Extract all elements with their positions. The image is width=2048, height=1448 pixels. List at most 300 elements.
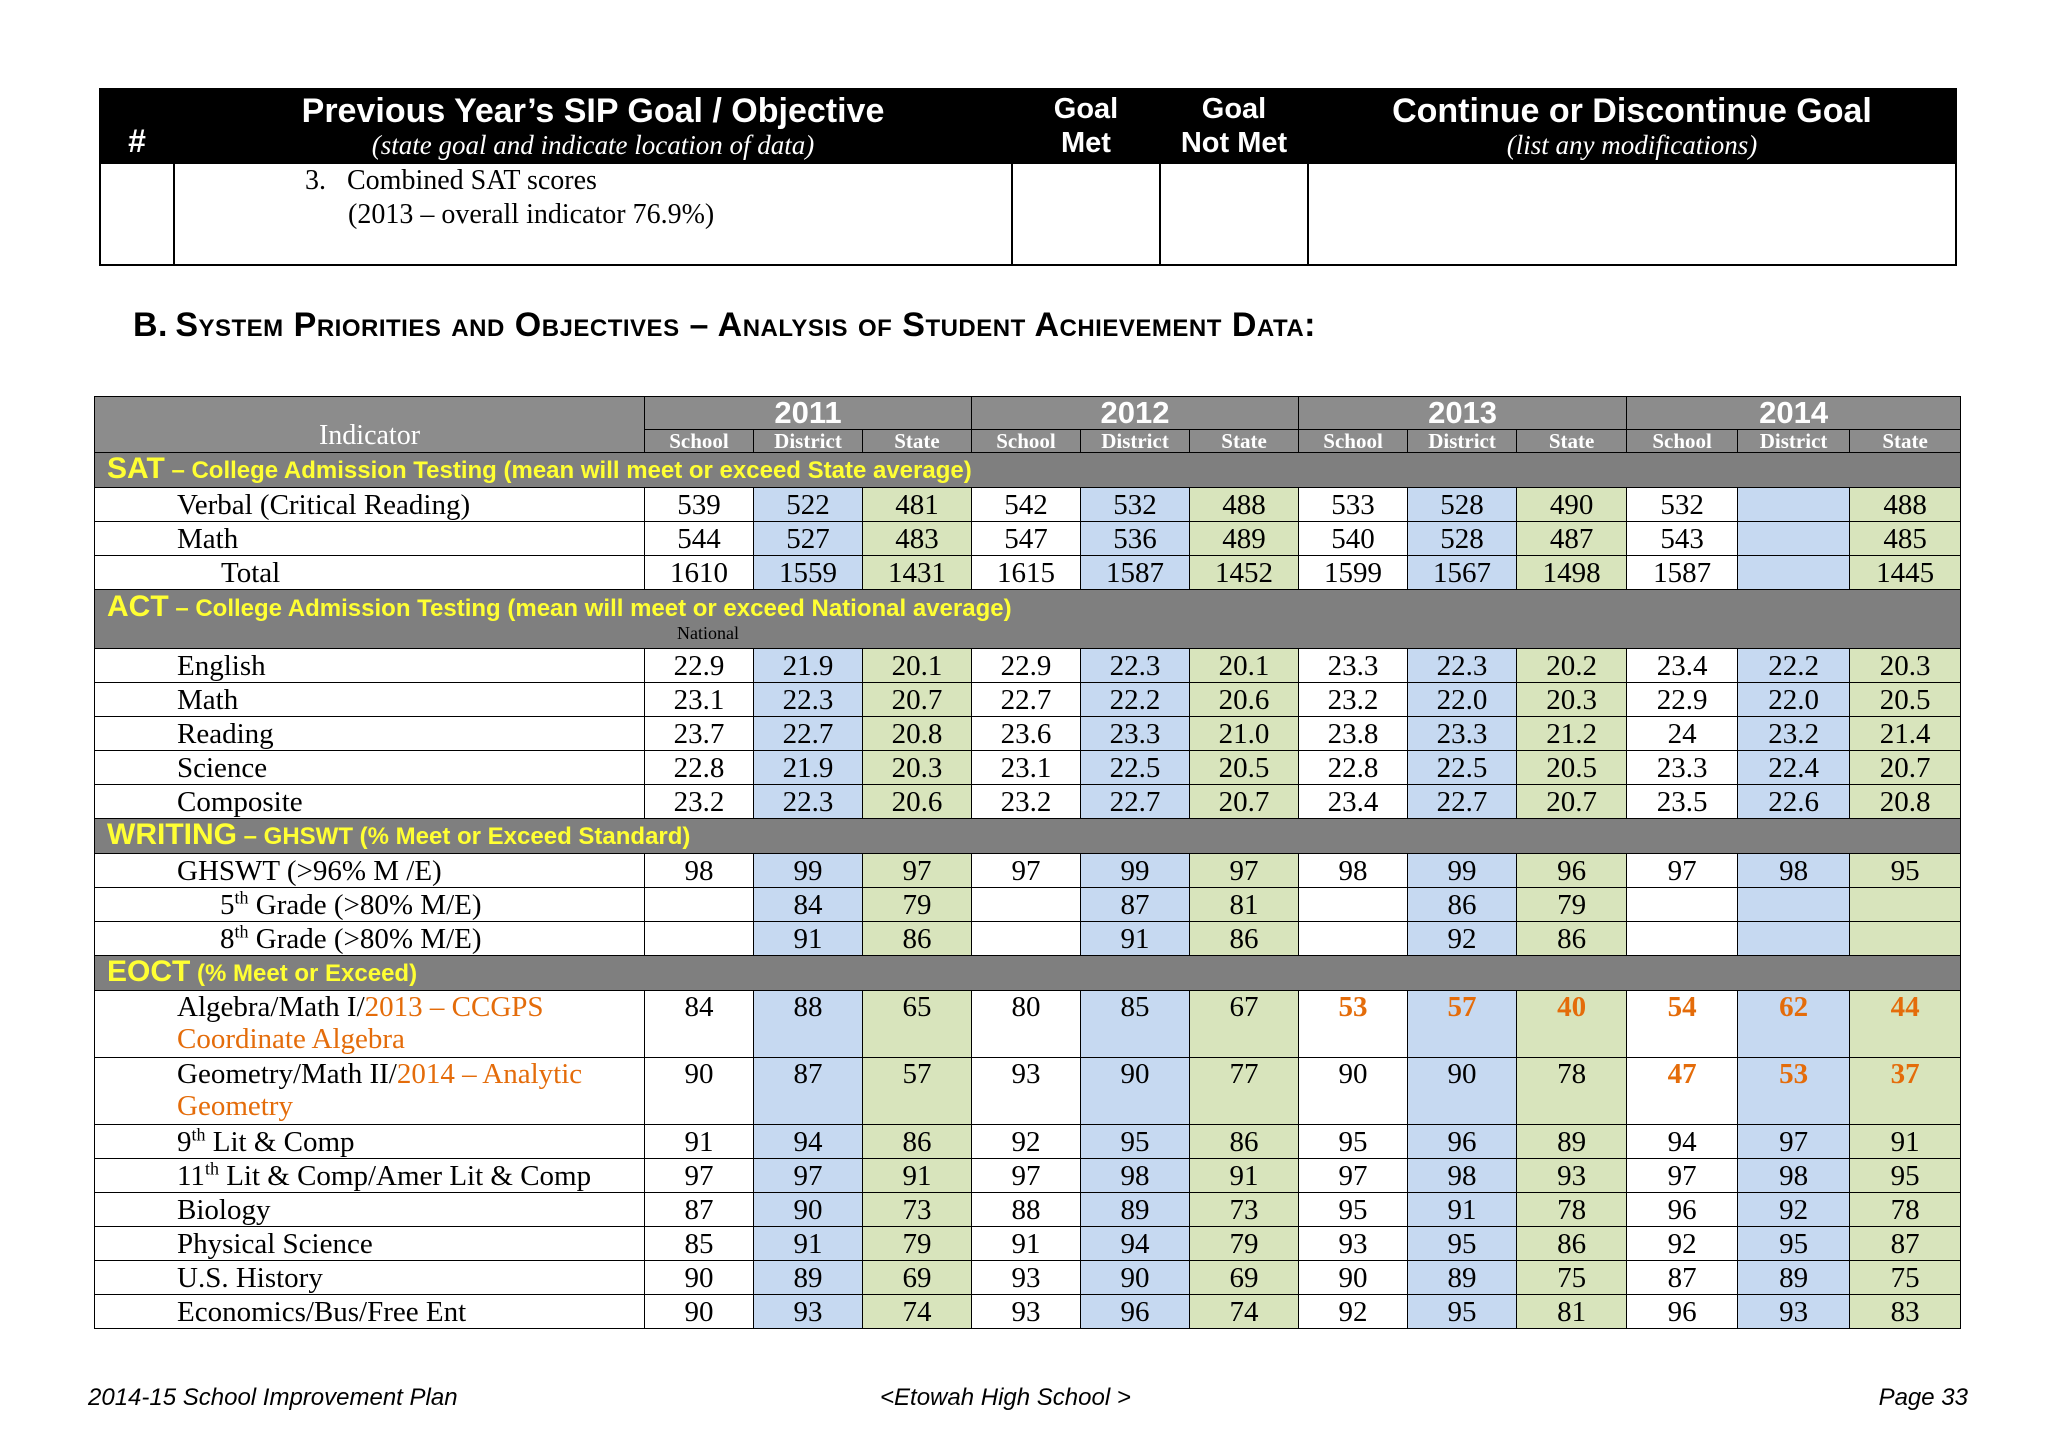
value-cell-state-2013: 1498 (1517, 556, 1627, 590)
value-cell-school-2014: 22.9 (1627, 683, 1738, 717)
table-row (95, 1227, 1961, 1261)
continue-goal-title: Continue or Discontinue Goal (1392, 92, 1872, 130)
goal-objective-title: Previous Year’s SIP Goal / Objective (301, 92, 885, 130)
subheader-state-2011: State (863, 430, 972, 453)
section-title-initial: D (1231, 306, 1257, 344)
value-cell-school-2014: 543 (1627, 522, 1738, 556)
value-cell-school-2014: 47 (1627, 1058, 1738, 1125)
value-cell-school-2013: 23.2 (1299, 683, 1408, 717)
value-cell-school-2014 (1627, 922, 1738, 956)
value-cell-district-2012: 99 (1081, 854, 1190, 888)
footer-plan-title: 2014-15 School Improvement Plan (88, 1384, 458, 1411)
table-row (95, 785, 1961, 819)
value-cell-district-2013: 99 (1408, 854, 1517, 888)
category-row-writing (95, 819, 1961, 854)
value-cell-state-2013: 89 (1517, 1125, 1627, 1159)
section-title-initial: A (1034, 306, 1060, 344)
value-cell-school-2014: 97 (1627, 854, 1738, 888)
indicator-label: Composite (95, 785, 645, 819)
value-cell-state-2014: 87 (1850, 1227, 1961, 1261)
value-cell-state-2014: 485 (1850, 522, 1961, 556)
value-cell-state-2013: 79 (1517, 888, 1627, 922)
value-cell-school-2011 (645, 888, 754, 922)
category-title (95, 453, 1961, 488)
value-cell-state-2014: 78 (1850, 1193, 1961, 1227)
national-note: National (677, 623, 739, 643)
value-cell-state-2011: 86 (863, 1125, 972, 1159)
value-cell-district-2014: 22.2 (1738, 649, 1850, 683)
value-cell-district-2013: 95 (1408, 1295, 1517, 1329)
value-cell-state-2014: 75 (1850, 1261, 1961, 1295)
achievement-table-body (95, 453, 1961, 1329)
value-cell-district-2011: 22.3 (754, 785, 863, 819)
value-cell-district-2014 (1738, 888, 1850, 922)
value-cell-school-2014: 24 (1627, 717, 1738, 751)
value-cell-school-2011: 85 (645, 1227, 754, 1261)
value-cell-district-2014 (1738, 522, 1850, 556)
value-cell-district-2013: 92 (1408, 922, 1517, 956)
value-cell-state-2011: 57 (863, 1058, 972, 1125)
category-name: WRITING (107, 818, 237, 851)
value-cell-state-2013: 78 (1517, 1058, 1627, 1125)
indicator-label: Math (95, 522, 645, 556)
subheader-state-2014: State (1850, 430, 1961, 453)
value-cell-district-2013: 89 (1408, 1261, 1517, 1295)
table-row (95, 683, 1961, 717)
sip-goal-table (99, 88, 1957, 266)
section-title-initial: S (902, 306, 926, 344)
value-cell-district-2011: 522 (754, 488, 863, 522)
value-cell-state-2014: 20.5 (1850, 683, 1961, 717)
value-cell-district-2013: 528 (1408, 522, 1517, 556)
section-title-initial: O (514, 306, 542, 344)
value-cell-district-2014: 92 (1738, 1193, 1850, 1227)
value-cell-district-2011: 87 (754, 1058, 863, 1125)
value-cell-school-2013: 22.8 (1299, 751, 1408, 785)
goal-not-met-line2: Not Met (1180, 127, 1288, 159)
goal-met-line1: Goal (1053, 93, 1119, 125)
category-description: – College Admission Testing (mean will meet or exceed National average) (168, 595, 1012, 622)
indicator-header: Indicator (95, 397, 645, 453)
subheader-district-2011: District (754, 430, 863, 453)
value-cell-district-2012: 22.5 (1081, 751, 1190, 785)
table-row (95, 1261, 1961, 1295)
value-cell-school-2012: 97 (972, 1159, 1081, 1193)
section-title-word: ata: (1256, 306, 1316, 344)
year-header-2011: 2011 (645, 397, 972, 430)
value-cell-state-2012: 81 (1190, 888, 1299, 922)
sip-continue-cell (1308, 163, 1956, 265)
value-cell-school-2012: 547 (972, 522, 1081, 556)
value-cell-school-2013: 92 (1299, 1295, 1408, 1329)
table-row (95, 1193, 1961, 1227)
indicator-label: Math (95, 683, 645, 717)
value-cell-state-2014: 95 (1850, 854, 1961, 888)
section-title-initial: S (175, 306, 199, 344)
sip-goal-cell (174, 163, 1012, 265)
value-cell-state-2013: 20.2 (1517, 649, 1627, 683)
value-cell-district-2011: 22.3 (754, 683, 863, 717)
value-cell-district-2014 (1738, 922, 1850, 956)
value-cell-school-2013: 98 (1299, 854, 1408, 888)
value-cell-district-2012: 22.2 (1081, 683, 1190, 717)
value-cell-state-2011: 79 (863, 1227, 972, 1261)
value-cell-school-2013: 93 (1299, 1227, 1408, 1261)
indicator-label: Algebra/Math I/2013 – CCGPS Coordinate Algebra (95, 991, 645, 1058)
value-cell-district-2013: 22.7 (1408, 785, 1517, 819)
value-cell-district-2014: 22.6 (1738, 785, 1850, 819)
indicator-note: 2014 – Analytic (396, 1058, 583, 1090)
value-cell-school-2014: 94 (1627, 1125, 1738, 1159)
footer-school-name: <Etowah High School > (880, 1384, 1131, 1411)
value-cell-state-2012: 488 (1190, 488, 1299, 522)
value-cell-school-2012: 23.1 (972, 751, 1081, 785)
value-cell-state-2014: 20.3 (1850, 649, 1961, 683)
value-cell-state-2013: 96 (1517, 854, 1627, 888)
value-cell-state-2011: 483 (863, 522, 972, 556)
value-cell-school-2011: 23.1 (645, 683, 754, 717)
value-cell-school-2013: 53 (1299, 991, 1408, 1058)
ordinal-suffix: th (204, 1157, 219, 1178)
value-cell-school-2014: 23.5 (1627, 785, 1738, 819)
value-cell-state-2014: 95 (1850, 1159, 1961, 1193)
indicator-label: Verbal (Critical Reading) (95, 488, 645, 522)
category-row-act (95, 590, 1961, 649)
value-cell-district-2011: 527 (754, 522, 863, 556)
section-title (168, 306, 1316, 344)
value-cell-district-2012: 94 (1081, 1227, 1190, 1261)
value-cell-state-2012: 69 (1190, 1261, 1299, 1295)
value-cell-district-2012: 22.3 (1081, 649, 1190, 683)
value-cell-school-2011: 98 (645, 854, 754, 888)
value-cell-state-2012: 20.1 (1190, 649, 1299, 683)
value-cell-district-2014: 22.4 (1738, 751, 1850, 785)
table-row (95, 1125, 1961, 1159)
section-title-initial: P (293, 306, 317, 344)
section-title-word: ystem (198, 306, 284, 344)
value-cell-state-2011: 20.7 (863, 683, 972, 717)
value-cell-district-2014: 98 (1738, 1159, 1850, 1193)
table-row (95, 1159, 1961, 1193)
value-cell-district-2013: 1567 (1408, 556, 1517, 590)
value-cell-district-2013: 22.3 (1408, 649, 1517, 683)
value-cell-district-2012: 23.3 (1081, 717, 1190, 751)
value-cell-district-2014 (1738, 488, 1850, 522)
value-cell-state-2011: 69 (863, 1261, 972, 1295)
value-cell-school-2012 (972, 922, 1081, 956)
section-title-initial: – (689, 306, 709, 344)
value-cell-district-2012: 90 (1081, 1261, 1190, 1295)
section-heading (133, 306, 1316, 345)
value-cell-school-2011: 1610 (645, 556, 754, 590)
value-cell-state-2012: 74 (1190, 1295, 1299, 1329)
value-cell-district-2014: 95 (1738, 1227, 1850, 1261)
section-title-word: riorities (316, 306, 442, 344)
value-cell-school-2012: 22.9 (972, 649, 1081, 683)
ordinal-suffix: th (234, 886, 249, 907)
value-cell-district-2011: 91 (754, 922, 863, 956)
value-cell-school-2012: 97 (972, 854, 1081, 888)
value-cell-state-2012: 91 (1190, 1159, 1299, 1193)
category-title (95, 819, 1961, 854)
category-title (95, 956, 1961, 991)
value-cell-school-2014: 23.4 (1627, 649, 1738, 683)
value-cell-school-2012 (972, 888, 1081, 922)
value-cell-school-2011: 544 (645, 522, 754, 556)
category-description: – College Admission Testing (mean will meet or exceed State average) (164, 457, 972, 484)
value-cell-school-2013: 95 (1299, 1125, 1408, 1159)
value-cell-school-2011: 84 (645, 991, 754, 1058)
value-cell-district-2011: 1559 (754, 556, 863, 590)
value-cell-school-2012: 23.2 (972, 785, 1081, 819)
value-cell-district-2013: 86 (1408, 888, 1517, 922)
section-title-initial: A (717, 306, 743, 344)
value-cell-district-2014: 89 (1738, 1261, 1850, 1295)
value-cell-state-2013: 20.7 (1517, 785, 1627, 819)
value-cell-district-2012: 85 (1081, 991, 1190, 1058)
value-cell-school-2013: 95 (1299, 1193, 1408, 1227)
value-cell-district-2013: 95 (1408, 1227, 1517, 1261)
value-cell-state-2014: 37 (1850, 1058, 1961, 1125)
section-title-word: chievement (1059, 306, 1222, 344)
table-row (95, 488, 1961, 522)
goal-objective-subtitle: (state goal and indicate location of data) (371, 130, 815, 160)
value-cell-state-2011: 79 (863, 888, 972, 922)
value-cell-school-2012: 80 (972, 991, 1081, 1058)
value-cell-district-2014: 23.2 (1738, 717, 1850, 751)
value-cell-state-2013: 86 (1517, 1227, 1627, 1261)
value-cell-school-2012: 88 (972, 1193, 1081, 1227)
value-cell-district-2014: 98 (1738, 854, 1850, 888)
section-title-word: of (857, 306, 893, 344)
category-description: (% Meet or Exceed) (190, 960, 418, 987)
value-cell-district-2012: 532 (1081, 488, 1190, 522)
ordinal-suffix: th (234, 920, 249, 941)
value-cell-state-2012: 489 (1190, 522, 1299, 556)
value-cell-state-2012: 86 (1190, 1125, 1299, 1159)
subheader-school-2011: School (645, 430, 754, 453)
value-cell-district-2013: 96 (1408, 1125, 1517, 1159)
value-cell-district-2014: 97 (1738, 1125, 1850, 1159)
value-cell-state-2014: 20.8 (1850, 785, 1961, 819)
value-cell-district-2012: 1587 (1081, 556, 1190, 590)
value-cell-district-2014 (1738, 556, 1850, 590)
section-letter: B. (133, 306, 168, 344)
value-cell-school-2013: 90 (1299, 1261, 1408, 1295)
value-cell-state-2013: 93 (1517, 1159, 1627, 1193)
value-cell-school-2011: 90 (645, 1058, 754, 1125)
value-cell-state-2013: 81 (1517, 1295, 1627, 1329)
value-cell-school-2012: 93 (972, 1058, 1081, 1125)
indicator-label: Physical Science (95, 1227, 645, 1261)
category-row-sat (95, 453, 1961, 488)
value-cell-state-2012: 86 (1190, 922, 1299, 956)
value-cell-school-2011: 90 (645, 1261, 754, 1295)
value-cell-school-2013: 540 (1299, 522, 1408, 556)
indicator-note-cont: Geometry (177, 1090, 293, 1122)
subheader-district-2012: District (1081, 430, 1190, 453)
category-name: EOCT (107, 955, 191, 988)
value-cell-district-2014: 93 (1738, 1295, 1850, 1329)
value-cell-school-2013: 23.4 (1299, 785, 1408, 819)
value-cell-state-2011: 65 (863, 991, 972, 1058)
subheader-school-2014: School (1627, 430, 1738, 453)
indicator-label: 5th Grade (>80% M/E) (95, 888, 645, 922)
value-cell-state-2012: 77 (1190, 1058, 1299, 1125)
value-cell-school-2013: 533 (1299, 488, 1408, 522)
value-cell-state-2013: 487 (1517, 522, 1627, 556)
section-title-word: and (451, 306, 505, 344)
value-cell-state-2014: 1445 (1850, 556, 1961, 590)
section-title-word: bjectives (541, 306, 680, 344)
table-row (95, 922, 1961, 956)
value-cell-school-2014: 532 (1627, 488, 1738, 522)
value-cell-state-2014: 44 (1850, 991, 1961, 1058)
indicator-label: 9th Lit & Comp (95, 1125, 645, 1159)
subheader-state-2013: State (1517, 430, 1627, 453)
subheader-state-2012: State (1190, 430, 1299, 453)
sip-goal-met-cell (1012, 163, 1160, 265)
value-cell-district-2011: 90 (754, 1193, 863, 1227)
value-cell-school-2011: 539 (645, 488, 754, 522)
value-cell-state-2011: 73 (863, 1193, 972, 1227)
value-cell-state-2012: 20.6 (1190, 683, 1299, 717)
value-cell-school-2014: 96 (1627, 1295, 1738, 1329)
value-cell-district-2013: 22.5 (1408, 751, 1517, 785)
value-cell-school-2012: 542 (972, 488, 1081, 522)
value-cell-school-2013 (1299, 888, 1408, 922)
value-cell-school-2011: 23.7 (645, 717, 754, 751)
value-cell-district-2012: 95 (1081, 1125, 1190, 1159)
value-cell-district-2011: 97 (754, 1159, 863, 1193)
value-cell-school-2014: 96 (1627, 1193, 1738, 1227)
section-title-word: tudent (925, 306, 1026, 344)
indicator-label: Biology (95, 1193, 645, 1227)
value-cell-state-2014 (1850, 922, 1961, 956)
value-cell-district-2013: 22.0 (1408, 683, 1517, 717)
value-cell-school-2014 (1627, 888, 1738, 922)
value-cell-state-2011: 20.3 (863, 751, 972, 785)
indicator-label: English (95, 649, 645, 683)
value-cell-district-2013: 91 (1408, 1193, 1517, 1227)
table-row (95, 1058, 1961, 1125)
value-cell-school-2012: 1615 (972, 556, 1081, 590)
year-header-2013: 2013 (1299, 397, 1627, 430)
goal-not-met-header (1160, 89, 1308, 163)
value-cell-state-2011: 20.1 (863, 649, 972, 683)
subheader-school-2013: School (1299, 430, 1408, 453)
value-cell-school-2013: 23.8 (1299, 717, 1408, 751)
value-cell-school-2011: 22.9 (645, 649, 754, 683)
value-cell-state-2011: 74 (863, 1295, 972, 1329)
indicator-label: Economics/Bus/Free Ent (95, 1295, 645, 1329)
value-cell-state-2011: 20.8 (863, 717, 972, 751)
value-cell-school-2012: 91 (972, 1227, 1081, 1261)
value-cell-school-2014: 1587 (1627, 556, 1738, 590)
value-cell-district-2011: 94 (754, 1125, 863, 1159)
value-cell-state-2012: 20.5 (1190, 751, 1299, 785)
indicator-label: Geometry/Math II/2014 – Analytic Geometry (95, 1058, 645, 1125)
goal-met-line2: Met (1061, 127, 1111, 159)
value-cell-school-2011: 87 (645, 1193, 754, 1227)
value-cell-state-2013: 40 (1517, 991, 1627, 1058)
value-cell-district-2014: 53 (1738, 1058, 1850, 1125)
value-cell-school-2011: 22.8 (645, 751, 754, 785)
value-cell-district-2013: 528 (1408, 488, 1517, 522)
table-row (95, 522, 1961, 556)
value-cell-state-2011: 86 (863, 922, 972, 956)
value-cell-state-2011: 97 (863, 854, 972, 888)
value-cell-district-2013: 23.3 (1408, 717, 1517, 751)
value-cell-school-2014: 97 (1627, 1159, 1738, 1193)
value-cell-district-2012: 87 (1081, 888, 1190, 922)
value-cell-district-2011: 88 (754, 991, 863, 1058)
value-cell-state-2012: 97 (1190, 854, 1299, 888)
value-cell-district-2011: 21.9 (754, 649, 863, 683)
sip-number-cell (100, 163, 174, 265)
indicator-label: 8th Grade (>80% M/E) (95, 922, 645, 956)
goal-met-header (1012, 89, 1160, 163)
table-row (95, 854, 1961, 888)
value-cell-state-2013: 86 (1517, 922, 1627, 956)
value-cell-district-2013: 98 (1408, 1159, 1517, 1193)
value-cell-district-2014: 62 (1738, 991, 1850, 1058)
indicator-note: 2013 – CCGPS (364, 991, 544, 1023)
value-cell-school-2013: 90 (1299, 1058, 1408, 1125)
value-cell-state-2014: 91 (1850, 1125, 1961, 1159)
value-cell-school-2011: 90 (645, 1295, 754, 1329)
sip-goal-line2: (2013 – overall indicator 76.9%) (348, 199, 715, 230)
table-row (95, 556, 1961, 590)
value-cell-state-2012: 20.7 (1190, 785, 1299, 819)
value-cell-school-2012: 23.6 (972, 717, 1081, 751)
indicator-label: GHSWT (>96% M /E) (95, 854, 645, 888)
value-cell-school-2014: 87 (1627, 1261, 1738, 1295)
table-row (95, 751, 1961, 785)
achievement-data-table (94, 396, 1961, 1329)
section-title-word: nalysis (742, 306, 849, 344)
value-cell-state-2014: 83 (1850, 1295, 1961, 1329)
value-cell-school-2012: 92 (972, 1125, 1081, 1159)
value-cell-school-2014: 54 (1627, 991, 1738, 1058)
goal-objective-header (174, 89, 1012, 163)
value-cell-district-2012: 90 (1081, 1058, 1190, 1125)
indicator-label: Reading (95, 717, 645, 751)
goal-not-met-line1: Goal (1201, 93, 1267, 125)
value-cell-school-2011: 97 (645, 1159, 754, 1193)
value-cell-district-2011: 89 (754, 1261, 863, 1295)
subheader-district-2013: District (1408, 430, 1517, 453)
year-header-2012: 2012 (972, 397, 1299, 430)
value-cell-district-2012: 22.7 (1081, 785, 1190, 819)
value-cell-state-2013: 78 (1517, 1193, 1627, 1227)
value-cell-district-2012: 98 (1081, 1159, 1190, 1193)
value-cell-state-2011: 91 (863, 1159, 972, 1193)
value-cell-state-2014: 20.7 (1850, 751, 1961, 785)
value-cell-state-2011: 481 (863, 488, 972, 522)
value-cell-state-2011: 1431 (863, 556, 972, 590)
number-column-header: # (100, 89, 174, 163)
indicator-label: Science (95, 751, 645, 785)
value-cell-district-2012: 91 (1081, 922, 1190, 956)
table-row (95, 888, 1961, 922)
value-cell-state-2014 (1850, 888, 1961, 922)
ordinal-suffix: th (191, 1123, 206, 1144)
value-cell-school-2013: 1599 (1299, 556, 1408, 590)
indicator-label: U.S. History (95, 1261, 645, 1295)
footer-page-number: Page 33 (1878, 1384, 1968, 1411)
value-cell-state-2013: 20.5 (1517, 751, 1627, 785)
